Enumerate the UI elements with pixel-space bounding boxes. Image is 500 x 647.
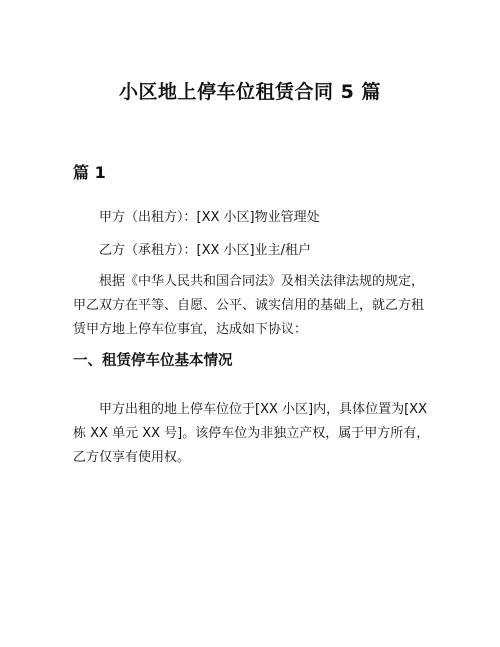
party-a-paragraph: 甲方（出租方）：[XX 小区]物业管理处 bbox=[99, 210, 320, 225]
clause-heading: 一、租赁停车位基本情况 bbox=[73, 353, 233, 369]
party-b-paragraph: 乙方（承租方）：[XX 小区]业主/租户 bbox=[99, 243, 311, 258]
document-title: 小区地上停车位租赁合同 5 篇 bbox=[119, 81, 381, 103]
section-title: 篇 1 bbox=[73, 163, 106, 182]
intro-paragraph: 根据《中华人民共和国合同法》及相关法律法规的规定，甲乙双方在平等、自愿、公平、诚实信用的基础上，就乙方租赁甲方地上停车位事宜，达成如下协议： bbox=[73, 274, 425, 337]
clause-paragraph: 甲方出租的地上停车位位于[XX 小区]内，具体位置为[XX 栋 XX 单元 XX 号]。该停车位为非独立产权，属于甲方所有，乙方仅享有使用权。 bbox=[73, 402, 430, 465]
